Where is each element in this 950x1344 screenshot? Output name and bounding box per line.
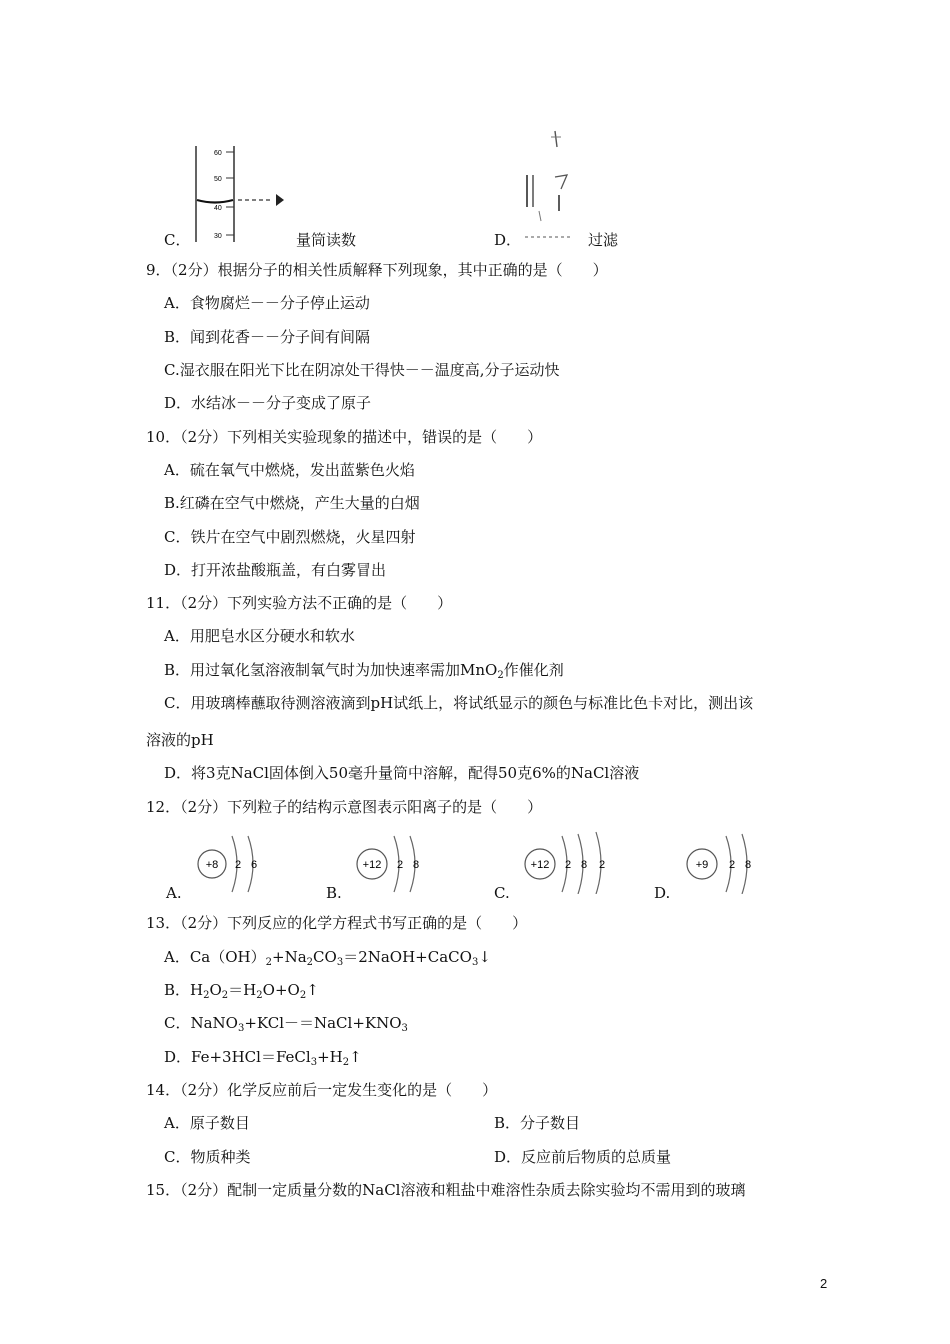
question-9-option-c: C.湿衣服在阳光下比在阴凉处干得快－－温度高,分子运动快 xyxy=(164,361,560,379)
shell-electrons: 2 xyxy=(564,859,572,871)
shell-electrons: 2 xyxy=(728,859,736,871)
tick-label: 50 xyxy=(214,176,222,183)
question-14-option-d: D．反应前后物质的总质量 xyxy=(494,1148,672,1166)
question-11-stem: 11．（2分）下列实验方法不正确的是（ ） xyxy=(146,594,453,612)
question-11-option-b: B．用过氧化氢溶液制氧气时为加快速率需加MnO$_2$作催化剂 xyxy=(164,661,564,681)
nucleus-charge: +12 xyxy=(530,859,550,871)
question-12-option-b-label: B. xyxy=(326,884,342,902)
question-12-option-d-label: D. xyxy=(654,884,671,902)
question-14-option-b: B．分子数目 xyxy=(494,1114,581,1132)
nucleus-charge: +12 xyxy=(362,859,382,871)
option-c-caption: 量筒读数 xyxy=(296,231,357,249)
question-13-option-a: A．$Ca(OH)_2+Na_2CO_3=2NaOH+CaCO_3↓$ xyxy=(164,948,491,968)
question-10-option-a: A．硫在氧气中燃烧，发出蓝紫色火焰 xyxy=(164,461,415,479)
atom-diagram-b xyxy=(354,832,434,894)
question-9-stem: 9．（2分）根据分子的相关性质解释下列现象，其中正确的是（ ） xyxy=(146,261,608,279)
question-9-option-d: D．水结冰－－分子变成了原子 xyxy=(164,394,372,412)
tick-label: 60 xyxy=(214,150,222,157)
question-13-option-b: B．$H_2O_2=H_2O+O_2↑$ xyxy=(164,981,319,1001)
option-d-label: D． xyxy=(494,231,522,249)
question-13-option-c: C．$NaNO_3+KCl-=NaCl+KNO_3$ xyxy=(164,1014,408,1034)
tick-label: 40 xyxy=(214,205,222,212)
question-10-option-c: C．铁片在空气中剧烈燃烧，火星四射 xyxy=(164,528,416,546)
shell-electrons: 2 xyxy=(234,859,242,871)
question-9-option-b: B．闻到花香－－分子间有间隔 xyxy=(164,328,371,346)
question-9-option-a: A．食物腐烂－－分子停止运动 xyxy=(164,294,370,312)
shell-electrons: 6 xyxy=(250,859,258,871)
shell-electrons: 8 xyxy=(412,859,420,871)
nucleus-charge: +9 xyxy=(695,859,709,871)
question-12-option-a-label: A. xyxy=(166,884,182,902)
atom-diagram-d xyxy=(682,830,762,894)
nucleus-charge: +8 xyxy=(205,859,219,871)
question-13-option-d: D．$Fe+3HCl=FeCl_3+H_2↑$ xyxy=(164,1048,362,1068)
question-10-stem: 10．（2分）下列相关实验现象的描述中，错误的是（ ） xyxy=(146,428,543,446)
question-11-option-d: D．将3克NaCl固体倒入50毫升量筒中溶解，配得50克6%的NaCl溶液 xyxy=(164,764,640,782)
question-10-option-d: D．打开浓盐酸瓶盖，有白雾冒出 xyxy=(164,561,387,579)
question-12-stem: 12．（2分）下列粒子的结构示意图表示阳离子的是（ ） xyxy=(146,798,543,816)
shell-electrons: 2 xyxy=(396,859,404,871)
option-c-label: C． xyxy=(164,231,191,249)
question-10-option-b: B.红磷在空气中燃烧，产生大量的白烟 xyxy=(164,494,420,512)
question-15-stem: 15．（2分）配制一定质量分数的NaCl溶液和粗盐中难溶性杂质去除实验均不需用到的玻璃 xyxy=(146,1181,746,1199)
question-12-option-c-label: C. xyxy=(494,884,510,902)
atom-diagram-c xyxy=(520,830,620,894)
option-d-caption: 过滤 xyxy=(588,231,619,249)
page-number: 2 xyxy=(820,1276,828,1291)
tick-label: 30 xyxy=(214,233,222,240)
shell-electrons: 2 xyxy=(598,859,606,871)
graduated-cylinder-figure xyxy=(190,142,300,244)
shell-electrons: 8 xyxy=(580,859,588,871)
question-14-stem: 14．（2分）化学反应前后一定发生变化的是（ ） xyxy=(146,1081,498,1099)
atom-diagram-a xyxy=(194,832,274,894)
eye-icon xyxy=(276,194,284,206)
question-14-option-a: A．原子数目 xyxy=(164,1114,250,1132)
question-11-option-c-continued: 溶液的pH xyxy=(146,731,214,749)
shell-electrons: 8 xyxy=(744,859,752,871)
question-14-option-c: C．物质种类 xyxy=(164,1148,251,1166)
question-13-stem: 13．（2分）下列反应的化学方程式书写正确的是（ ） xyxy=(146,914,528,932)
question-11-option-c: C．用玻璃棒蘸取待测溶液滴到pH试纸上，将试纸显示的颜色与标准比色卡对比，测出该 xyxy=(164,694,754,712)
filtration-figure xyxy=(515,125,605,243)
question-11-option-a: A．用肥皂水区分硬水和软水 xyxy=(164,627,355,645)
